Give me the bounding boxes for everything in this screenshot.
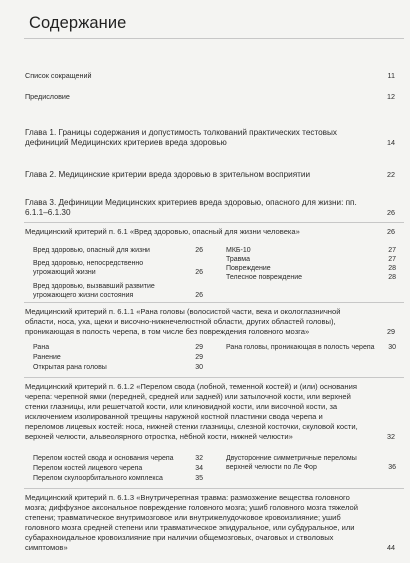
toc-criterion-page: 44 (387, 543, 395, 552)
toc-criterion-6-1-1[interactable] (25, 307, 395, 337)
toc-subentry-page: 27 (388, 256, 396, 263)
toc-subentry-page: 26 (195, 292, 203, 299)
page-title: Содержание (29, 14, 127, 32)
toc-subentry-label: Ранение (33, 354, 61, 361)
toc-subentry[interactable] (226, 343, 396, 352)
toc-criterion-6-1-2[interactable] (25, 382, 395, 442)
toc-criterion-label: Медицинский критерий п. 6.1.3 «Внутричерепная травма: размозжение вещества головного мозга; диффузное аксональное повреждение головного мозга; ушиб головного мозга тяжелой степени; травматическое внутримозговое или внутрижелудочковое кровоизлияние; ушиб головного мозга средней степени или травматическое эпидуральное, или субдуральное, или субарахноидальное кровоизлияние при наличии общемозговых, очаговых и стволовых симптомов» (25, 493, 358, 552)
toc-subentry[interactable] (226, 454, 396, 472)
toc-subentry[interactable] (33, 464, 203, 473)
toc-subentry[interactable] (33, 246, 203, 255)
toc-entry-page: 12 (387, 92, 395, 101)
toc-subentry-page: 26 (195, 269, 203, 276)
toc-subentry[interactable] (33, 454, 203, 463)
toc-subentry[interactable] (226, 264, 396, 273)
toc-chapter-3[interactable] (25, 198, 395, 218)
toc-criterion-6-1[interactable] (25, 227, 395, 237)
toc-subentry-label: Рана головы, проникающая в полость черепа (226, 344, 375, 351)
toc-subentry[interactable] (226, 255, 396, 264)
toc-chapter-label: Глава 1. Границы содержания и допустимость толкований практических тестовых дефиниций Медицинских критериев вреда здоровью (25, 128, 338, 148)
toc-subentry-page: 29 (195, 354, 203, 361)
toc-subentry-label: Вред здоровью, непосредственно угрожающий жизни (33, 260, 144, 276)
toc-subentry-page: 28 (388, 274, 396, 281)
toc-subentry-page: 29 (195, 344, 203, 351)
toc-subentry[interactable] (33, 353, 203, 362)
toc-chapter-page: 14 (387, 138, 395, 148)
toc-subentry[interactable] (33, 474, 203, 483)
toc-subentry-label: Открытая рана головы (33, 364, 107, 371)
toc-subentry-label: Повреждение (226, 265, 271, 272)
toc-criterion-page: 26 (387, 227, 395, 236)
toc-subentry-page: 34 (195, 465, 203, 472)
toc-subentry-label: Рана (33, 344, 50, 351)
toc-chapter-1[interactable] (25, 128, 395, 148)
section-divider (24, 222, 404, 223)
toc-subentry-label: Перелом скулоорбитального комплекса (33, 475, 163, 482)
toc-entry-label: Список сокращений (25, 71, 92, 80)
toc-subentry-page: 30 (195, 364, 203, 371)
toc-chapter-label: Глава 2. Медицинские критерии вреда здоровью в зрительном восприятии (25, 170, 311, 179)
toc-chapter-label: Глава 3. Дефиниции Медицинских критериев вреда здоровью, опасного для жизни: пп. 6.1.1–6.1.30 (25, 198, 357, 218)
toc-subentry-page: 26 (195, 247, 203, 254)
toc-subentry-page: 28 (388, 265, 396, 272)
toc-entry-preface[interactable] (25, 92, 395, 101)
title-divider (24, 38, 404, 39)
toc-subentry[interactable] (33, 363, 203, 372)
toc-subentry-label: Телесное повреждение (226, 274, 303, 281)
section-divider (24, 488, 404, 489)
toc-subentry-page: 27 (388, 247, 396, 254)
toc-subentry[interactable] (33, 259, 203, 277)
toc-subentry-label: Вред здоровью, вызвавший развитие угрожающего жизни состояния (33, 283, 155, 299)
toc-criterion-page: 29 (387, 327, 395, 336)
toc-subentry[interactable] (33, 282, 203, 300)
toc-subentry-page: 35 (195, 475, 203, 482)
toc-subentry-page: 32 (195, 455, 203, 462)
toc-criterion-6-1-3[interactable] (25, 493, 395, 553)
toc-subentry-label: Травма (226, 256, 251, 263)
section-divider (24, 302, 404, 303)
toc-entry-abbreviations[interactable] (25, 71, 395, 80)
toc-subentry[interactable] (33, 343, 203, 352)
toc-subentry-label: Перелом костей лицевого черепа (33, 465, 143, 472)
toc-subentry[interactable] (226, 246, 396, 255)
toc-chapter-2[interactable] (25, 170, 395, 180)
toc-subentry-label: Перелом костей свода и основания черепа (33, 455, 174, 462)
toc-chapter-page: 22 (387, 170, 395, 179)
toc-entry-label: Предисловие (25, 92, 70, 101)
toc-criterion-label: Медицинский критерий п. 6.1 «Вред здоровью, опасный для жизни человека» (25, 227, 300, 236)
section-divider (24, 377, 404, 378)
toc-criterion-label: Медицинский критерий п. 6.1.1 «Рана головы (волосистой части, века и окологлазничной области, носа, уха, щеки и височно-нижнечелюстной области, других областей головы), проникающая в полость черепа, в том числе без повреждения головного мозга» (25, 307, 341, 336)
toc-criterion-page: 32 (387, 432, 395, 441)
toc-subentry-label: МКБ-10 (226, 247, 251, 254)
toc-entry-page: 11 (387, 71, 395, 80)
toc-chapter-page: 26 (387, 208, 395, 218)
toc-criterion-label: Медицинский критерий п. 6.1.2 «Перелом свода (лобной, теменной костей) и (или) основания черепа: черепной ямки (передней, средней или задней) или затылочной кости, или верхней стенки глазницы, или решетчатой кости, или клиновидной кости, или височной кости, за исключением изолированной трещины наружной костной пластинки свода черепа и переломов лицевых костей: носа, нижней стенки глазницы, слезной косточки, скуловой кости, верхней челюсти, альвеолярного отростка, нёбной кости, нижней челюсти» (25, 382, 358, 441)
toc-subentry-page: 36 (388, 464, 396, 471)
toc-subentry-page: 30 (388, 344, 396, 351)
toc-subentry-label: Двусторонние симметричные переломы верхней челюсти по Ле Фор (226, 455, 357, 471)
toc-subentry-label: Вред здоровью, опасный для жизни (33, 247, 150, 254)
toc-subentry[interactable] (226, 273, 396, 282)
